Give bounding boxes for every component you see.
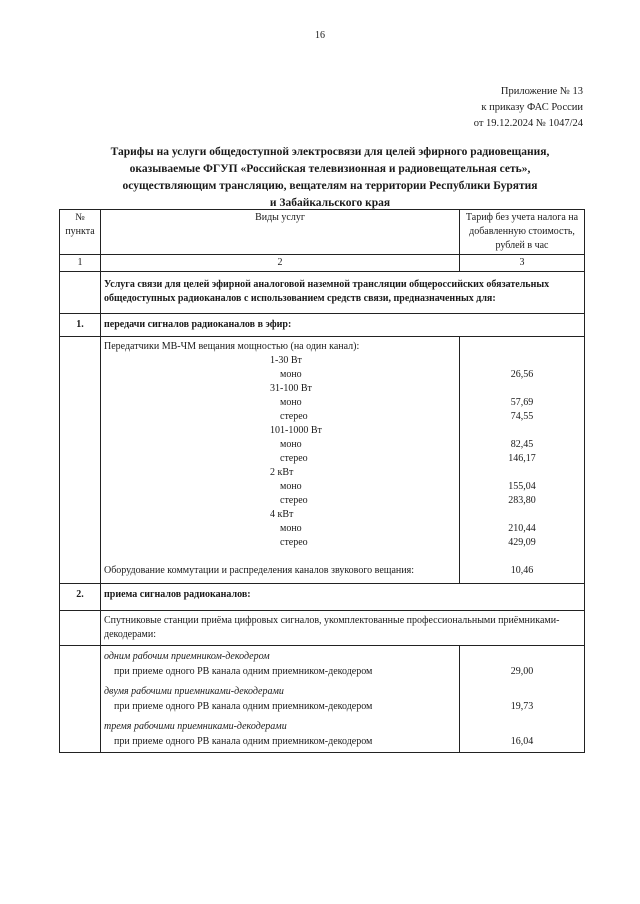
- power-label: 101-1000 Вт: [270, 425, 322, 436]
- appendix-reference: [474, 84, 583, 132]
- receiver-item: при приеме одного РВ канала одним приемником-декодером: [114, 666, 373, 677]
- tariff-value: 16,04: [510, 736, 534, 747]
- receiver-label: двумя рабочими приемниками-декодерами: [104, 686, 284, 697]
- power-label: 1-30 Вт: [270, 355, 302, 366]
- title-line: осуществляющим трансляцию, вещателям на территории Республики Бурятия: [122, 180, 538, 192]
- column-number-row: [60, 255, 585, 272]
- mode-label: моно: [280, 481, 302, 492]
- receiver-label: тремя рабочими приемниками-декодерами: [104, 721, 287, 732]
- transmitters-row: [60, 337, 585, 584]
- mode-label: стерео: [280, 453, 308, 464]
- title-line: оказываемые ФГУП «Российская телевизионная и радиовещательная сеть»,: [129, 163, 531, 175]
- title-line: и Забайкальского края: [269, 197, 391, 209]
- receiver-item: при приеме одного РВ канала одним приемником-декодером: [114, 736, 373, 747]
- appendix-line: от 19.12.2024 № 1047/24: [473, 118, 583, 129]
- table-cell: [60, 611, 101, 646]
- table-header-row: [60, 210, 585, 255]
- tariff-value: 210,44: [508, 523, 536, 534]
- appendix-line: Приложение № 13: [500, 86, 583, 97]
- tariff-value: 82,45: [510, 439, 534, 450]
- tariff-value: 57,69: [510, 397, 534, 408]
- power-label: 31-100 Вт: [270, 383, 312, 394]
- receivers-cell: [101, 646, 460, 753]
- header-service: Виды услуг: [101, 210, 460, 255]
- intro-text: Услуга связи для целей эфирной аналоговой наземной трансляции общероссийских обязательных общедоступных радиоканалов с использованием средств связи, предназначенных для:: [101, 272, 585, 314]
- tariff-table: [59, 209, 585, 753]
- transmitters-label: Передатчики МВ-ЧМ вещания мощностью (на один канал):: [104, 341, 360, 352]
- section-number: 2.: [60, 584, 101, 611]
- equipment-label: Оборудование коммутации и распределения каналов звукового вещания:: [104, 565, 414, 576]
- document-title: [70, 144, 590, 212]
- receiver-label: одним рабочим приемником-декодером: [104, 651, 270, 662]
- section-title: передачи сигналов радиоканалов в эфир:: [101, 314, 585, 337]
- mode-label: моно: [280, 369, 302, 380]
- appendix-line: к приказу ФАС России: [481, 102, 583, 113]
- power-label: 4 кВт: [270, 509, 294, 520]
- table-cell: [60, 272, 101, 314]
- tariff-values-cell: [460, 337, 585, 584]
- tariff-value: 29,00: [510, 666, 534, 677]
- tariff-value: 146,17: [508, 453, 536, 464]
- column-number: 1: [60, 255, 101, 272]
- tariff-value: 74,55: [510, 411, 534, 422]
- tariff-value: 283,80: [508, 495, 536, 506]
- column-number: 3: [460, 255, 585, 272]
- tariff-value: 155,04: [508, 481, 536, 492]
- mode-label: стерео: [280, 411, 308, 422]
- tariff-value: 26,56: [510, 369, 534, 380]
- power-label: 2 кВт: [270, 467, 294, 478]
- satellite-row: [60, 611, 585, 646]
- title-line: Тарифы на услуги общедоступной электросвязи для целей эфирного радиовещания,: [110, 146, 550, 158]
- mode-label: моно: [280, 523, 302, 534]
- table-cell: [60, 337, 101, 584]
- intro-row: [60, 272, 585, 314]
- section-title: приема сигналов радиоканалов:: [101, 584, 585, 611]
- page-number: 16: [315, 30, 325, 41]
- receiver-values-cell: [460, 646, 585, 753]
- tariff-value: 429,09: [508, 537, 536, 548]
- satellite-label: Спутниковые станции приёма цифровых сигналов, укомплектованные профессиональными приёмниками-декодерами:: [101, 611, 585, 646]
- table-cell: [60, 646, 101, 753]
- tariff-value: 19,73: [510, 701, 534, 712]
- mode-label: стерео: [280, 537, 308, 548]
- mode-label: стерео: [280, 495, 308, 506]
- mode-label: моно: [280, 439, 302, 450]
- section-row: [60, 584, 585, 611]
- receivers-row: [60, 646, 585, 753]
- column-number: 2: [101, 255, 460, 272]
- receiver-item: при приеме одного РВ канала одним приемником-декодером: [114, 701, 373, 712]
- header-num: № пункта: [60, 210, 101, 255]
- header-tariff: Тариф без учета налога на добавленную стоимость, рублей в час: [460, 210, 585, 255]
- section-row: [60, 314, 585, 337]
- tariff-value: 10,46: [510, 565, 534, 576]
- mode-label: моно: [280, 397, 302, 408]
- transmitters-cell: [101, 337, 460, 584]
- section-number: 1.: [60, 314, 101, 337]
